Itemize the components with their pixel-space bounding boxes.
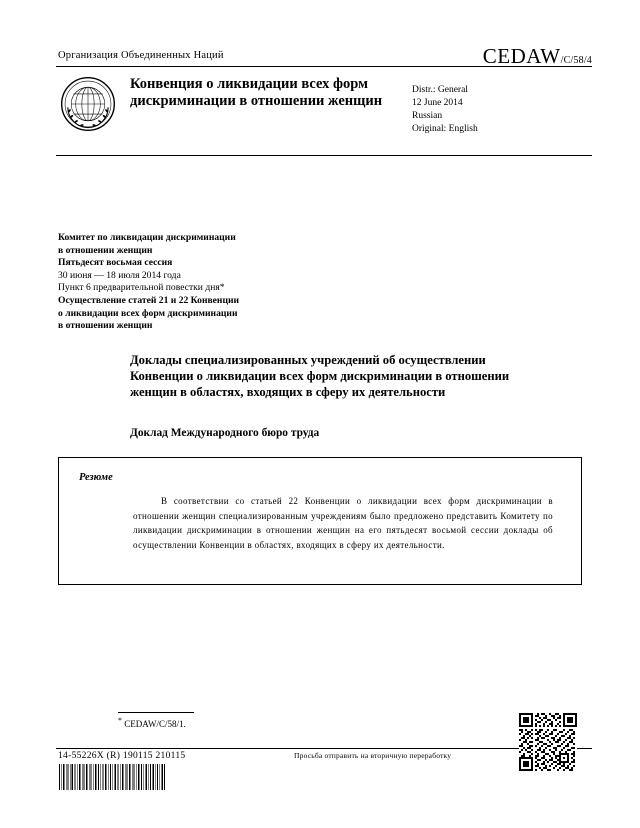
summary-label: Резюме	[79, 472, 113, 483]
footnote-divider	[118, 712, 194, 713]
barcode	[58, 764, 166, 790]
distribution-block	[412, 84, 478, 136]
committee-name-line2: в отношении женщин	[58, 244, 153, 256]
header-bottom-divider	[56, 155, 592, 156]
organization-name: Организация Объединенных Наций	[58, 50, 224, 61]
convention-title: Конвенция о ликвидации всех форм дискриминации в отношении женщин	[130, 76, 383, 109]
summary-box	[58, 457, 582, 585]
distribution-line: Distr.: General	[412, 85, 468, 95]
header-top-divider	[56, 66, 592, 67]
report-subtitle: Доклад Международного бюро труда	[130, 427, 320, 439]
agenda-item	[58, 282, 358, 295]
committee-name-line1: Комитет по ликвидации дискриминации	[58, 232, 236, 243]
committee-block	[58, 232, 358, 333]
distribution-date: 12 June 2014	[412, 98, 463, 108]
session-dates: 30 июня — 18 июля 2014 года	[58, 269, 181, 281]
agenda-title-line3: в отношении женщин	[58, 320, 153, 332]
un-emblem-icon	[60, 76, 116, 132]
footnote-text: CEDAW/C/58/1.	[124, 719, 186, 729]
qr-code	[519, 713, 577, 771]
agenda-item-footnote-marker: *	[219, 282, 225, 294]
footnote-marker: *	[118, 716, 122, 725]
agenda-item-text: Пункт 6 предварительной повестки дня	[58, 282, 220, 294]
document-symbol-main: CEDAW	[482, 44, 561, 68]
report-title: Доклады специализированных учреждений об осуществлении Конвенции о ликвидации всех форм дискриминации в отношении женщин в областях, входящих в сферу их деятельности	[130, 353, 510, 399]
agenda-title-line1: Осуществление статей 21 и 22 Конвенции	[58, 294, 240, 306]
job-number: 14-55226X (R) 190115 210115	[58, 751, 186, 761]
summary-text	[133, 494, 553, 552]
distribution-language: Russian	[412, 111, 443, 121]
footnote	[118, 716, 186, 729]
footer-divider	[56, 748, 592, 749]
summary-paragraph: В соответствии со статьей 22 Конвенции о ликвидации всех форм дискриминации в отношении женщин специализированным учреждениям было предложено представить Комитету по ликвидации дискриминации в отношении женщин на его пятьдесят восьмой сессии доклады об осуществлении Конвенции в областях, входящих в сферу их деятельности.	[133, 496, 553, 550]
session-number: Пятьдесят восьмая сессия	[58, 257, 173, 269]
document-symbol-suffix: /C/58/4	[560, 55, 592, 66]
agenda-title-line2: о ликвидации всех форм дискриминации	[58, 307, 238, 319]
distribution-original: Original: English	[412, 124, 478, 134]
recycle-notice: Просьба отправить на вторичную переработку	[294, 751, 452, 760]
